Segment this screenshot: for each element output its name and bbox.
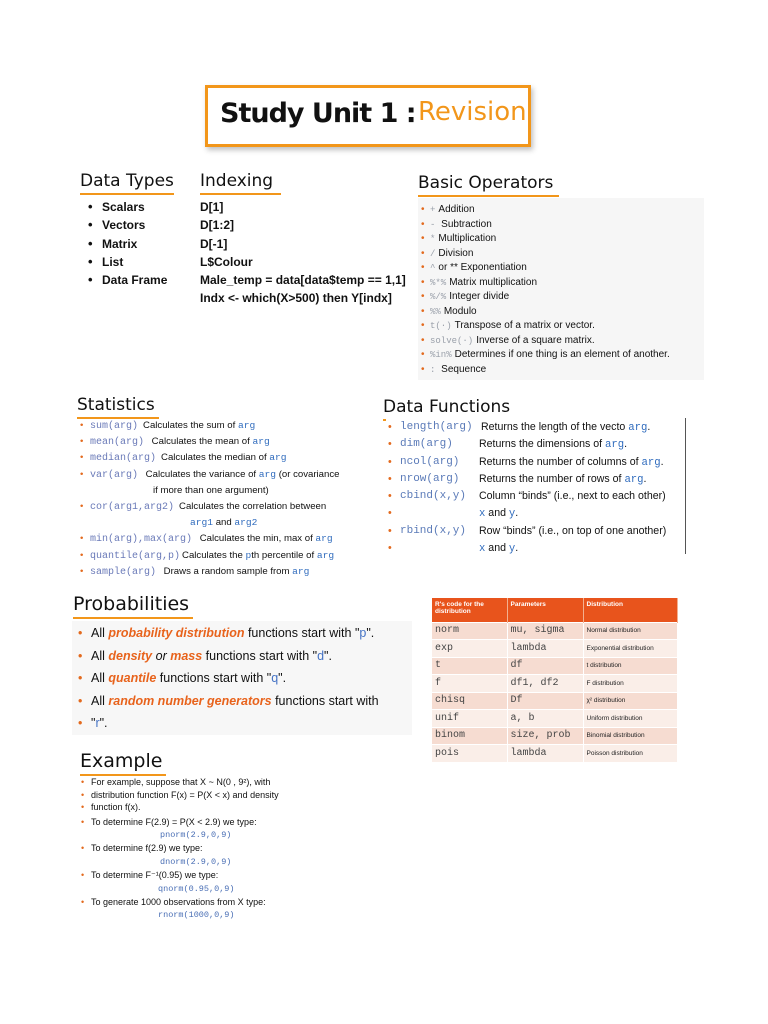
table-row: pois lambda Poisson distribution [432, 745, 678, 763]
list-item: • For example, suppose that X ~ N(0 , 9²), with [80, 776, 279, 789]
list-item: • length(arg) Returns the length of the vecto arg. [386, 419, 685, 436]
data-functions-panel [386, 418, 686, 554]
probabilities-panel [72, 621, 412, 735]
list-item: • To determine F(2.9) = P(X < 2.9) we type: [80, 816, 279, 829]
list-item: • Matrix [86, 235, 167, 253]
list-item: • quantile(arg,p) Calculates the pth percentile of arg [78, 548, 339, 564]
table-row: binom size, prob Binomial distribution [432, 727, 678, 745]
code-line: rnorm(1000,0,9) [158, 910, 235, 921]
list-item-continuation: if more than one argument) [153, 484, 269, 496]
table-row: t df t distribution [432, 657, 678, 675]
list-item: • To determine F⁻¹(0.95) we type: [80, 869, 279, 882]
list-item: • To determine f(2.9) we type: [80, 842, 279, 855]
page-title: Study Unit 1 : [220, 98, 416, 129]
table-row: exp lambda Exponential distribution [432, 640, 678, 658]
table-row: chisq Df χ² distribution [432, 692, 678, 710]
list-item: • mean(arg) Calculates the mean of arg [78, 434, 339, 450]
indexing-heading: Indexing [200, 171, 281, 191]
list-item-continuation: arg1 and arg2 [190, 517, 258, 529]
indexing-line: D[1] [200, 200, 224, 214]
table-header-row [432, 598, 678, 622]
basic-operators-panel [418, 198, 704, 380]
indexing-list [200, 198, 406, 308]
list-item: • List [86, 253, 167, 271]
list-item: • %*% Matrix multiplication [418, 276, 704, 291]
list-item: • Data Frame [86, 271, 167, 289]
probabilities-heading: Probabilities [73, 593, 193, 615]
list-item: • All density or mass functions start with "d". [76, 645, 412, 668]
table-row: unif a, b Uniform distribution [432, 710, 678, 728]
list-item: • nrow(arg) Returns the number of rows of arg. [386, 471, 685, 488]
list-item: • dim(arg) Returns the dimensions of arg. [386, 436, 685, 453]
list-item: • %% Modulo [418, 305, 704, 320]
table-row: f df1, df2 F distribution [432, 675, 678, 693]
list-item: • cbind(x,y) Column “binds” (i.e., next to each other) [386, 488, 685, 505]
list-item-continuation: • function f(x). [80, 801, 279, 814]
list-item: • + Addition [418, 203, 704, 218]
list-item: • To generate 1000 observations from X type: [80, 896, 279, 909]
indexing-line: Indx <- which(X>500) then Y[indx] [200, 291, 392, 306]
table-header: Parameters [507, 598, 583, 622]
code-line: pnorm(2.9,0,9) [160, 830, 232, 841]
table-header: R's code for the distribution [432, 598, 507, 622]
data-functions-heading: Data Functions [383, 397, 522, 417]
statistics-heading: Statistics [77, 395, 159, 415]
indexing-line: D[1:2] [200, 218, 235, 233]
indexing-line: L$Colour [200, 254, 253, 269]
list-item: • median(arg) Calculates the median of arg [78, 450, 339, 466]
list-item: • : Sequence [418, 363, 704, 378]
list-item: • rbind(x,y) Row “binds” (i.e., on top of one another) [386, 523, 685, 540]
list-item: • All quantile functions start with "q". [76, 667, 412, 690]
list-item: • solve(·) Inverse of a square matrix. [418, 334, 704, 349]
example-list [80, 776, 279, 922]
distribution-table [432, 598, 678, 762]
list-item: • min(arg),max(arg) Calculates the min, max of arg [78, 531, 339, 547]
list-item-continuation: • x and y. [386, 540, 685, 557]
list-item: • Scalars [86, 198, 167, 216]
list-item: • / Division [418, 247, 704, 262]
list-item: • t(·) Transpose of a matrix or vector. [418, 319, 704, 334]
code-line: dnorm(2.9,0,9) [160, 856, 232, 867]
list-item: • %/% Integer divide [418, 290, 704, 305]
list-item: • * Multiplication [418, 232, 704, 247]
list-item: • ncol(arg) Returns the number of columns of arg. [386, 454, 685, 471]
basic-operators-heading: Basic Operators [418, 173, 559, 193]
list-item: • All probability distribution functions start with "p". [76, 622, 412, 645]
list-item: • sum(arg) Calculates the sum of arg [78, 418, 339, 434]
statistics-list [78, 418, 339, 580]
table-header: Distribution [583, 598, 678, 622]
data-types-heading: Data Types [80, 171, 174, 191]
example-heading: Example [80, 750, 166, 772]
indexing-line: Male_temp = data[data$temp == 1,1] [200, 273, 406, 288]
list-item: • var(arg) Calculates the variance of arg (or covariance [78, 467, 339, 483]
indexing-line: D[-1] [200, 236, 228, 251]
title-box [205, 85, 531, 147]
page-title-accent: Revision [418, 97, 527, 127]
data-types-list [86, 198, 167, 289]
list-item-continuation: • "r". [76, 712, 412, 735]
list-item: • - Subtraction [418, 218, 704, 233]
list-item: • Vectors [86, 216, 167, 234]
list-item-continuation: • distribution function F(x) = P(X < x) and density [80, 789, 279, 802]
list-item-continuation: • x and y. [386, 505, 685, 522]
list-item: • All random number generators functions start with [76, 690, 412, 713]
list-item: • sample(arg) Draws a random sample from arg [78, 564, 339, 580]
list-item: • %in% Determines if one thing is an element of another. [418, 348, 704, 363]
code-line: qnorm(0.95,0,9) [158, 883, 235, 894]
list-item: • ^ or ** Exponentiation [418, 261, 704, 276]
list-item: • cor(arg1,arg2) Calculates the correlation between [78, 499, 339, 515]
table-row: norm mu, sigma Normal distribution [432, 622, 678, 640]
